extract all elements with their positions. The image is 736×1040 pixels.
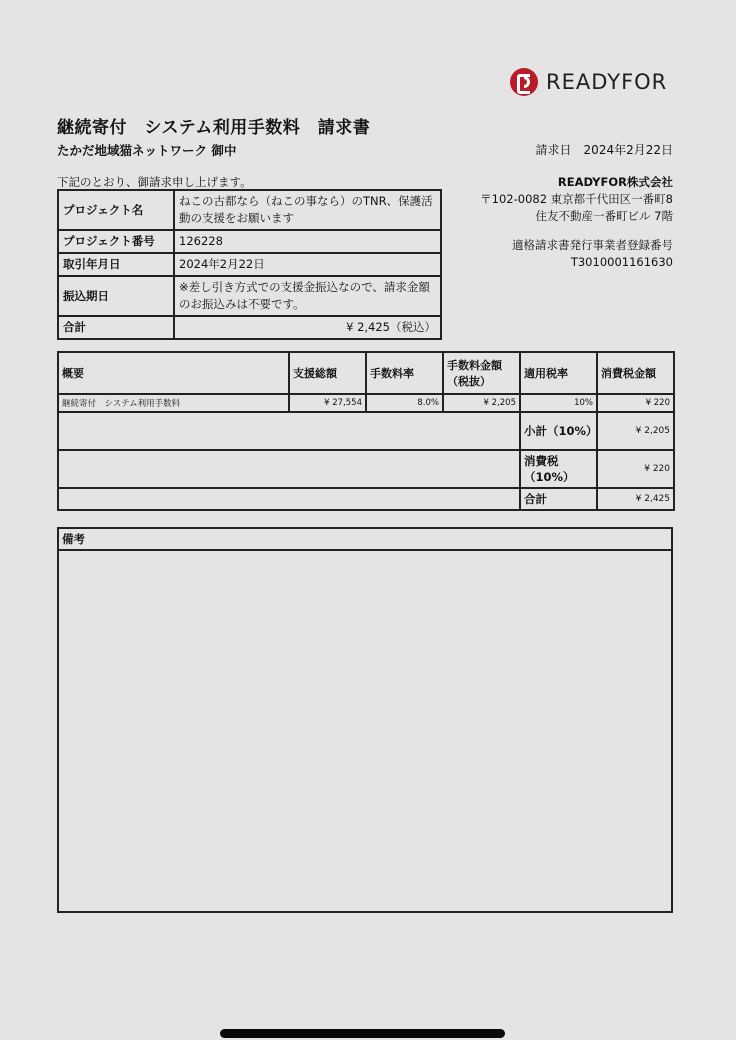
grand-total-row bbox=[58, 488, 674, 510]
header-tax-amount: 消費税金額 bbox=[597, 352, 674, 394]
readyfor-logo-icon bbox=[510, 68, 538, 96]
issuer-registration-label: 適格請求書発行事業者登録番号 bbox=[512, 238, 673, 252]
issuer-registration-number: T3010001161630 bbox=[570, 255, 673, 269]
item-tax-rate: 10% bbox=[520, 394, 597, 412]
header-fee-rate: 手数料率 bbox=[366, 352, 443, 394]
project-name-label: プロジェクト名 bbox=[58, 190, 174, 230]
project-no-label: プロジェクト番号 bbox=[58, 230, 174, 253]
tax-label: 消費税（10%） bbox=[520, 450, 597, 488]
subtotal-blank bbox=[58, 412, 520, 450]
project-name: ねこの古都なら（ねこの事なら）のTNR、保護活動の支援をお願います bbox=[174, 190, 441, 230]
tax-row bbox=[58, 450, 674, 488]
subtotal-row bbox=[58, 412, 674, 450]
remarks-label: 備考 bbox=[59, 529, 671, 551]
document-title: 継続寄付 システム利用手数料 請求書 bbox=[57, 118, 371, 138]
subtotal-value: ¥ 2,205 bbox=[597, 412, 674, 450]
tax-value: ¥ 220 bbox=[597, 450, 674, 488]
item-fee-amount: ¥ 2,205 bbox=[443, 394, 520, 412]
grand-total-label: 合計 bbox=[520, 488, 597, 510]
header-desc: 概要 bbox=[58, 352, 289, 394]
invoice-date: 2024年2月22日 bbox=[583, 143, 673, 157]
detail-table bbox=[57, 351, 675, 511]
home-indicator[interactable] bbox=[220, 1029, 505, 1038]
header-support-total: 支援総額 bbox=[289, 352, 366, 394]
trade-date: 2024年2月22日 bbox=[174, 253, 441, 276]
trade-date-label: 取引年月日 bbox=[58, 253, 174, 276]
summary-row-trade-date bbox=[58, 253, 441, 276]
invoice-date-label: 請求日 bbox=[535, 143, 572, 157]
summary-row-total bbox=[58, 316, 441, 339]
project-no: 126228 bbox=[174, 230, 441, 253]
subtotal-label: 小計（10%） bbox=[520, 412, 597, 450]
issuer-address-1: 〒102-0082 東京都千代田区一番町8 bbox=[480, 192, 673, 206]
intro-text: 下記のとおり、御請求申し上げます。 bbox=[57, 175, 252, 189]
item-desc: 継続寄付 システム利用手数料 bbox=[58, 394, 289, 412]
summary-row-project-name bbox=[58, 190, 441, 230]
remarks-box bbox=[57, 527, 673, 913]
issuer-company: READYFOR株式会社 bbox=[557, 175, 673, 189]
readyfor-logo bbox=[510, 68, 667, 96]
item-support-total: ¥ 27,554 bbox=[289, 394, 366, 412]
brand-name: READYFOR bbox=[546, 70, 668, 94]
invoice-date-line bbox=[536, 141, 673, 158]
table-row bbox=[58, 394, 674, 412]
item-fee-rate: 8.0% bbox=[366, 394, 443, 412]
tax-blank bbox=[58, 450, 520, 488]
issuer-address-2: 住友不動産一番町ビル 7階 bbox=[535, 209, 673, 223]
header-tax-rate: 適用税率 bbox=[520, 352, 597, 394]
summary-total: ¥ 2,425（税込） bbox=[174, 316, 441, 339]
recipient: たかだ地域猫ネットワーク 御中 bbox=[57, 143, 237, 158]
payment-due-label: 振込期日 bbox=[58, 276, 174, 316]
header-fee-amount: 手数料金額（税抜） bbox=[443, 352, 520, 394]
item-tax-amount: ¥ 220 bbox=[597, 394, 674, 412]
detail-header-row bbox=[58, 352, 674, 394]
summary-row-project-no bbox=[58, 230, 441, 253]
payment-due: ※差し引き方式での支援金振込なので、請求金額のお振込みは不要です。 bbox=[174, 276, 441, 316]
grand-total-value: ¥ 2,425 bbox=[597, 488, 674, 510]
issuer-block bbox=[480, 174, 673, 271]
summary-total-label: 合計 bbox=[58, 316, 174, 339]
summary-row-payment-due bbox=[58, 276, 441, 316]
summary-table bbox=[57, 189, 442, 340]
grand-total-blank bbox=[58, 488, 520, 510]
